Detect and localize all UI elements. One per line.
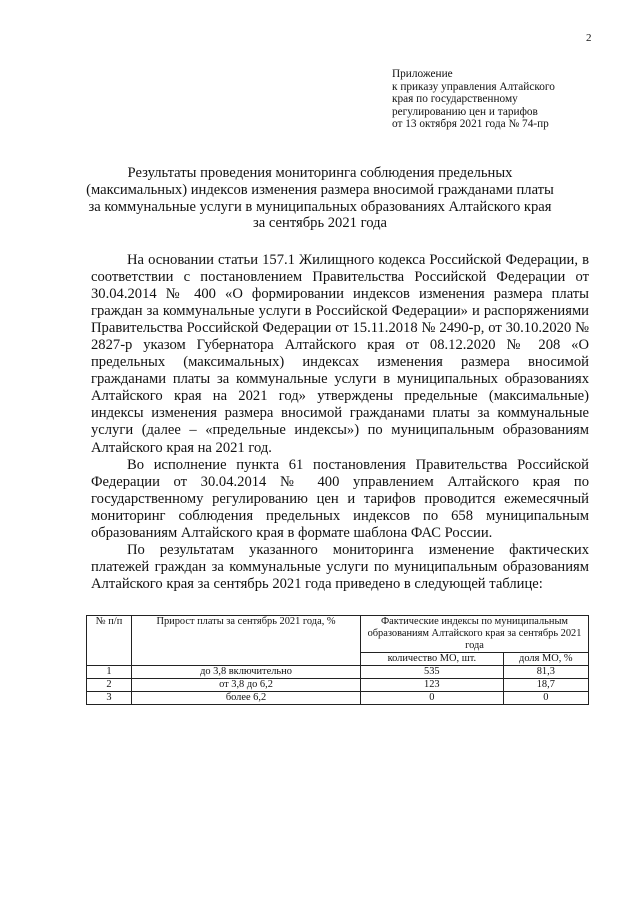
annex-block	[392, 68, 612, 131]
header-share: доля МО, %	[503, 653, 588, 666]
table-row	[87, 679, 589, 692]
results-table	[86, 615, 589, 705]
header-actual-indexes: Фактические индексы по муниципальным образованиям Алтайского края за сентябрь 2021 года	[361, 616, 589, 653]
title-line: за сентябрь 2021 года	[253, 215, 387, 232]
table-row	[87, 666, 589, 679]
document-title	[60, 165, 580, 232]
header-growth: Прирост платы за сентябрь 2021 года, %	[132, 616, 361, 666]
cell-share: 18,7	[503, 679, 588, 692]
table-row	[87, 692, 589, 705]
cell-count: 535	[361, 666, 504, 679]
document-body	[91, 252, 589, 593]
header-count: количество МО, шт.	[361, 653, 504, 666]
paragraph-legal-basis: На основании статьи 157.1 Жилищного кодекса Российской Федерации, в соответствии с постановлением Правительства Российской Федерации от 30.04.2014 № 400 «О формировании индексов изменения размера платы граждан за коммунальные услуги в Российской Федерации» и распоряжениями Правительства Российской Федерации от 15.11.2018 № 2490-р, от 30.10.2020 № 2827-р указом Губернатора Алтайского края от 08.12.2020 № 208 «О предельных (максимальных) индексах изменения размера вносимой гражданами платы за коммунальные услуги в муниципальных образованиях Алтайского края на 2021 год» утверждены предельные (максимальные) индексы изменения размера вносимой гражданами платы за коммунальные услуги (далее – «предельные индексы») по муниципальным образованиям Алтайского края на 2021 год.	[91, 252, 589, 456]
annex-line: к приказу управления Алтайского	[392, 80, 555, 93]
cell-share: 81,3	[503, 666, 588, 679]
cell-count: 123	[361, 679, 504, 692]
paragraph-monitoring: Во исполнение пункта 61 постановления Правительства Российской Федерации от 30.04.2014 № 400 управлением Алтайского края по государственному регулированию цен и тарифов проводится ежемесячный мониторинг соблюдения предельных индексов по 658 муниципальным образованиям Алтайского края в формате шаблона ФАС России.	[91, 456, 589, 541]
table-header-row	[87, 616, 589, 653]
cell-number: 3	[87, 692, 132, 705]
header-number: № п/п	[87, 616, 132, 666]
title-line: (максимальных) индексов изменения размера вносимой гражданами платы	[86, 181, 554, 198]
cell-growth: до 3,8 включительно	[132, 666, 361, 679]
annex-line: края по государственному	[392, 93, 518, 106]
cell-number: 1	[87, 666, 132, 679]
title-line: Результаты проведения мониторинга соблюдения предельных	[127, 165, 513, 181]
cell-share: 0	[503, 692, 588, 705]
cell-growth: более 6,2	[132, 692, 361, 705]
cell-count: 0	[361, 692, 504, 705]
page-number: 2	[586, 32, 592, 44]
cell-number: 2	[87, 679, 132, 692]
annex-line: регулированию цен и тарифов	[392, 105, 538, 118]
annex-line: Приложение	[392, 68, 453, 80]
paragraph-results: По результатам указанного мониторинга изменение фактических платежей граждан за коммунальные услуги по муниципальным образованиям Алтайского края за сентябрь 2021 года приведено в следующей таблице:	[91, 541, 589, 592]
title-line: за коммунальные услуги в муниципальных образованиях Алтайского края	[88, 198, 552, 215]
annex-line: от 13 октября 2021 года № 74-пр	[392, 118, 549, 131]
cell-growth: от 3,8 до 6,2	[132, 679, 361, 692]
